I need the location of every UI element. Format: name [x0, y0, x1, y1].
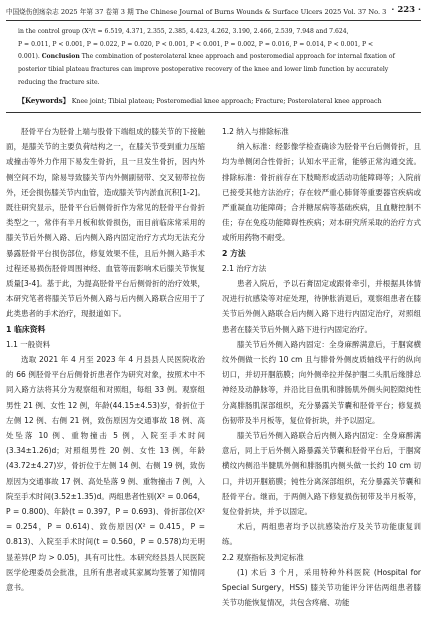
intro-paragraph: 胫骨平台为胫骨上端与股骨下端组成的膝关节的下接触面，是膝关节的主要负荷结构之一，在膝关节受到重力压缩或撞击等外力作用下易发生骨折，且一旦发生骨折，因内外侧空间不均，除易导致膝关节内外侧副韧带、交叉韧带拉伤外，还会损伤膝关节内血管，造成膝关节内淤血沉积[1-2]。既往研究显示，胫骨平台后侧骨折作为常见的胫骨平台骨折类型之一，常伴有半月板和软骨损伤，而目前临床常采用的膝关节后外侧入路、后内侧入路内固定治疗方式均无法充分暴露胫骨平台损伤部位，修复效果不佳，且后外侧入路手术过程还易损伤胫骨周围神经、血管等而影响术后膝关节恢复质量[3-4]。基于此，为提高胫骨平台后侧骨折的治疗效果，本研究笔者将膝关节后外侧入路与后内侧入路联合应用于了此类患者的手术治疗，现报道如下。: [6, 127, 205, 319]
section-heading: 1 临床资料: [6, 324, 46, 334]
section-rule: [6, 112, 421, 113]
page-number: · 223 ·: [391, 5, 421, 15]
abstract-text: 0.001).: [18, 53, 40, 61]
conclusion-label: Conclusion: [41, 53, 80, 61]
abstract-line: [18, 51, 410, 64]
left-column: [6, 124, 205, 595]
abstract-line: in the control group (X²/t = 6.519, 4.371, 2.355, 2.385, 4.423, 4.262, 3.190, 2.466, 2.539, 7.948 and 7.624,: [18, 28, 349, 35]
method-paragraph: 膝关节后外侧入路联合后内侧入路内固定：全身麻醉满意后，同上于后外侧入路暴露关节囊和胫骨平台后，于腘窝横纹内侧沿半腱肌外侧和腓肠肌内侧头做一长约 10 cm 切口，并切开腘筋膜；钝性分离深部组织，充分暴露关节囊和胫骨平台。继而，于两侧入路下修复损伤韧带及半月板等，复位骨折块，并予以固定。: [222, 431, 421, 517]
header-rule: [6, 20, 421, 21]
page-header: [6, 5, 421, 19]
criteria-paragraph: 纳入标准：经影像学检查确诊为胫骨平台后侧骨折，且均为单侧闭合性骨折；认知水平正常，能够正常沟通交流。排除标准：骨折前存在下肢畸形或活动功能障碍等；入院前已接受其他方法治疗；存在较严重心肺肾等重要器官疾病或严重凝血功能障碍；合并糖尿病等基础疾病，且血糖控制不佳；存在免疫功能障碍性疾病；对本研究所采取的治疗方式或所用药物不耐受。: [222, 142, 421, 243]
method-paragraph: 患者入院后，予以石膏固定或跟骨牵引，并根据具体情况进行抗感染等对症处理，待肿胀消退后，观察组患者在膝关节后外侧入路联合后内侧入路下进行内固定治疗，对照组患者在膝关节后外侧入路下进行内固定治疗。: [222, 279, 421, 334]
abstract-line: P = 0.011, P < 0.001, P = 0.022, P = 0.020, P < 0.001, P < 0.001, P = 0.002, P = 0.016, P = 0.014, P < 0.001, P <: [18, 40, 374, 48]
method-paragraph: 术后，两组患者均予以抗感染治疗及关节功能康复训练。: [222, 522, 421, 547]
abstract-text: The combination of posterolateral knee approach and posteromedial approach for internal fixation of: [81, 53, 395, 61]
subsection-heading: 1.2 纳入与排除标准: [222, 127, 289, 136]
section-heading: 2 方法: [222, 248, 246, 258]
subsection-heading: 2.1 治疗方法: [222, 263, 267, 273]
right-column: [222, 124, 421, 611]
keywords-text: Knee joint; Tibial plateau; Posteromedial knee approach; Fracture; Posterolateral knee approach: [71, 98, 382, 105]
abstract-line: posterior tibial plateau fractures can improve postoperative recovery of the knee and lower limb function by accurately: [18, 66, 389, 74]
keywords-label: 【Keywords】: [18, 96, 70, 105]
observation-paragraph: (1) 术后 3 个月，采用特种外科医院 (Hospital for Special Surgery，HSS) 膝关节功能评分评估两组患者膝关节功能恢复情况，共包含疼痛、功能: [222, 567, 421, 608]
general-data-paragraph: 选取 2021 年 4 月至 2023 年 4 月县县人民医院收治的 66 例胫骨平台后侧骨折患者作为研究对象，按照术中不同入路方法将其分为观察组和对照组，每组 33 例。观察组男性 21 例、女性 12 例，年龄(44.15±4.53)岁，骨折位于左侧 12 例、右侧 21 例，致伤原因为交通事故 18 例、高处坠落 10 例、重物撞击 5 例，入院至手术时间(3.34±1.26)d；对照组男性 20 例、女性 13 例，年龄(43.72±4.27)岁，骨折位于左侧 14 例、右侧 19 例，致伤原因为交通事故 17 例、高处坠落 9 例、重物撞击 7 例，入院至手术时间(3.52±1.35)d。两组患者性别(X² = 0.064，P = 0.800)、年龄(t = 0.397，P = 0.693)、骨折部位(X² = 0.254，P = 0.614)、致伤原因(X² = 0.415，P = 0.813)、入院至手术时间(t = 0.560，P = 0.578)均无明显差异(P 均 > 0.05)，具有可比性。本研究经县县人民医院医学伦理委员会批准，且所有患者或其家属均签署了知情同意书。: [6, 355, 205, 593]
journal-citation: 中国烧伤创疡杂志 2025 年第 37 卷第 3 期 The Chinese Journal of Burns Wounds & Surface Ulcers 2025 Vol. 37 No. 3: [6, 8, 387, 16]
subsection-heading: 2.2 观察指标及判定标准: [222, 552, 304, 562]
method-paragraph: 膝关节后外侧入路内固定：全身麻醉满意后，于腘窝横纹外侧做一长约 10 cm 且与腓骨外侧皮质轴线平行的纵向切口，并切开腘筋膜；向外侧牵拉并保护腘二头肌后缘腓总神经及动静脉等，并沿比目鱼肌和腓肠肌外侧头间腔隙纯性分离腓肠肌深部组织，充分暴露关节囊和胫骨平台；修复损伤韧带及半月板等，复位骨折块，并予以固定。: [222, 339, 421, 425]
keywords: [18, 96, 410, 107]
abstract-line: reducing the fracture site.: [18, 78, 100, 86]
subsection-heading: 1.1 一般资料: [6, 339, 51, 349]
abstract-continuation: [18, 26, 410, 90]
